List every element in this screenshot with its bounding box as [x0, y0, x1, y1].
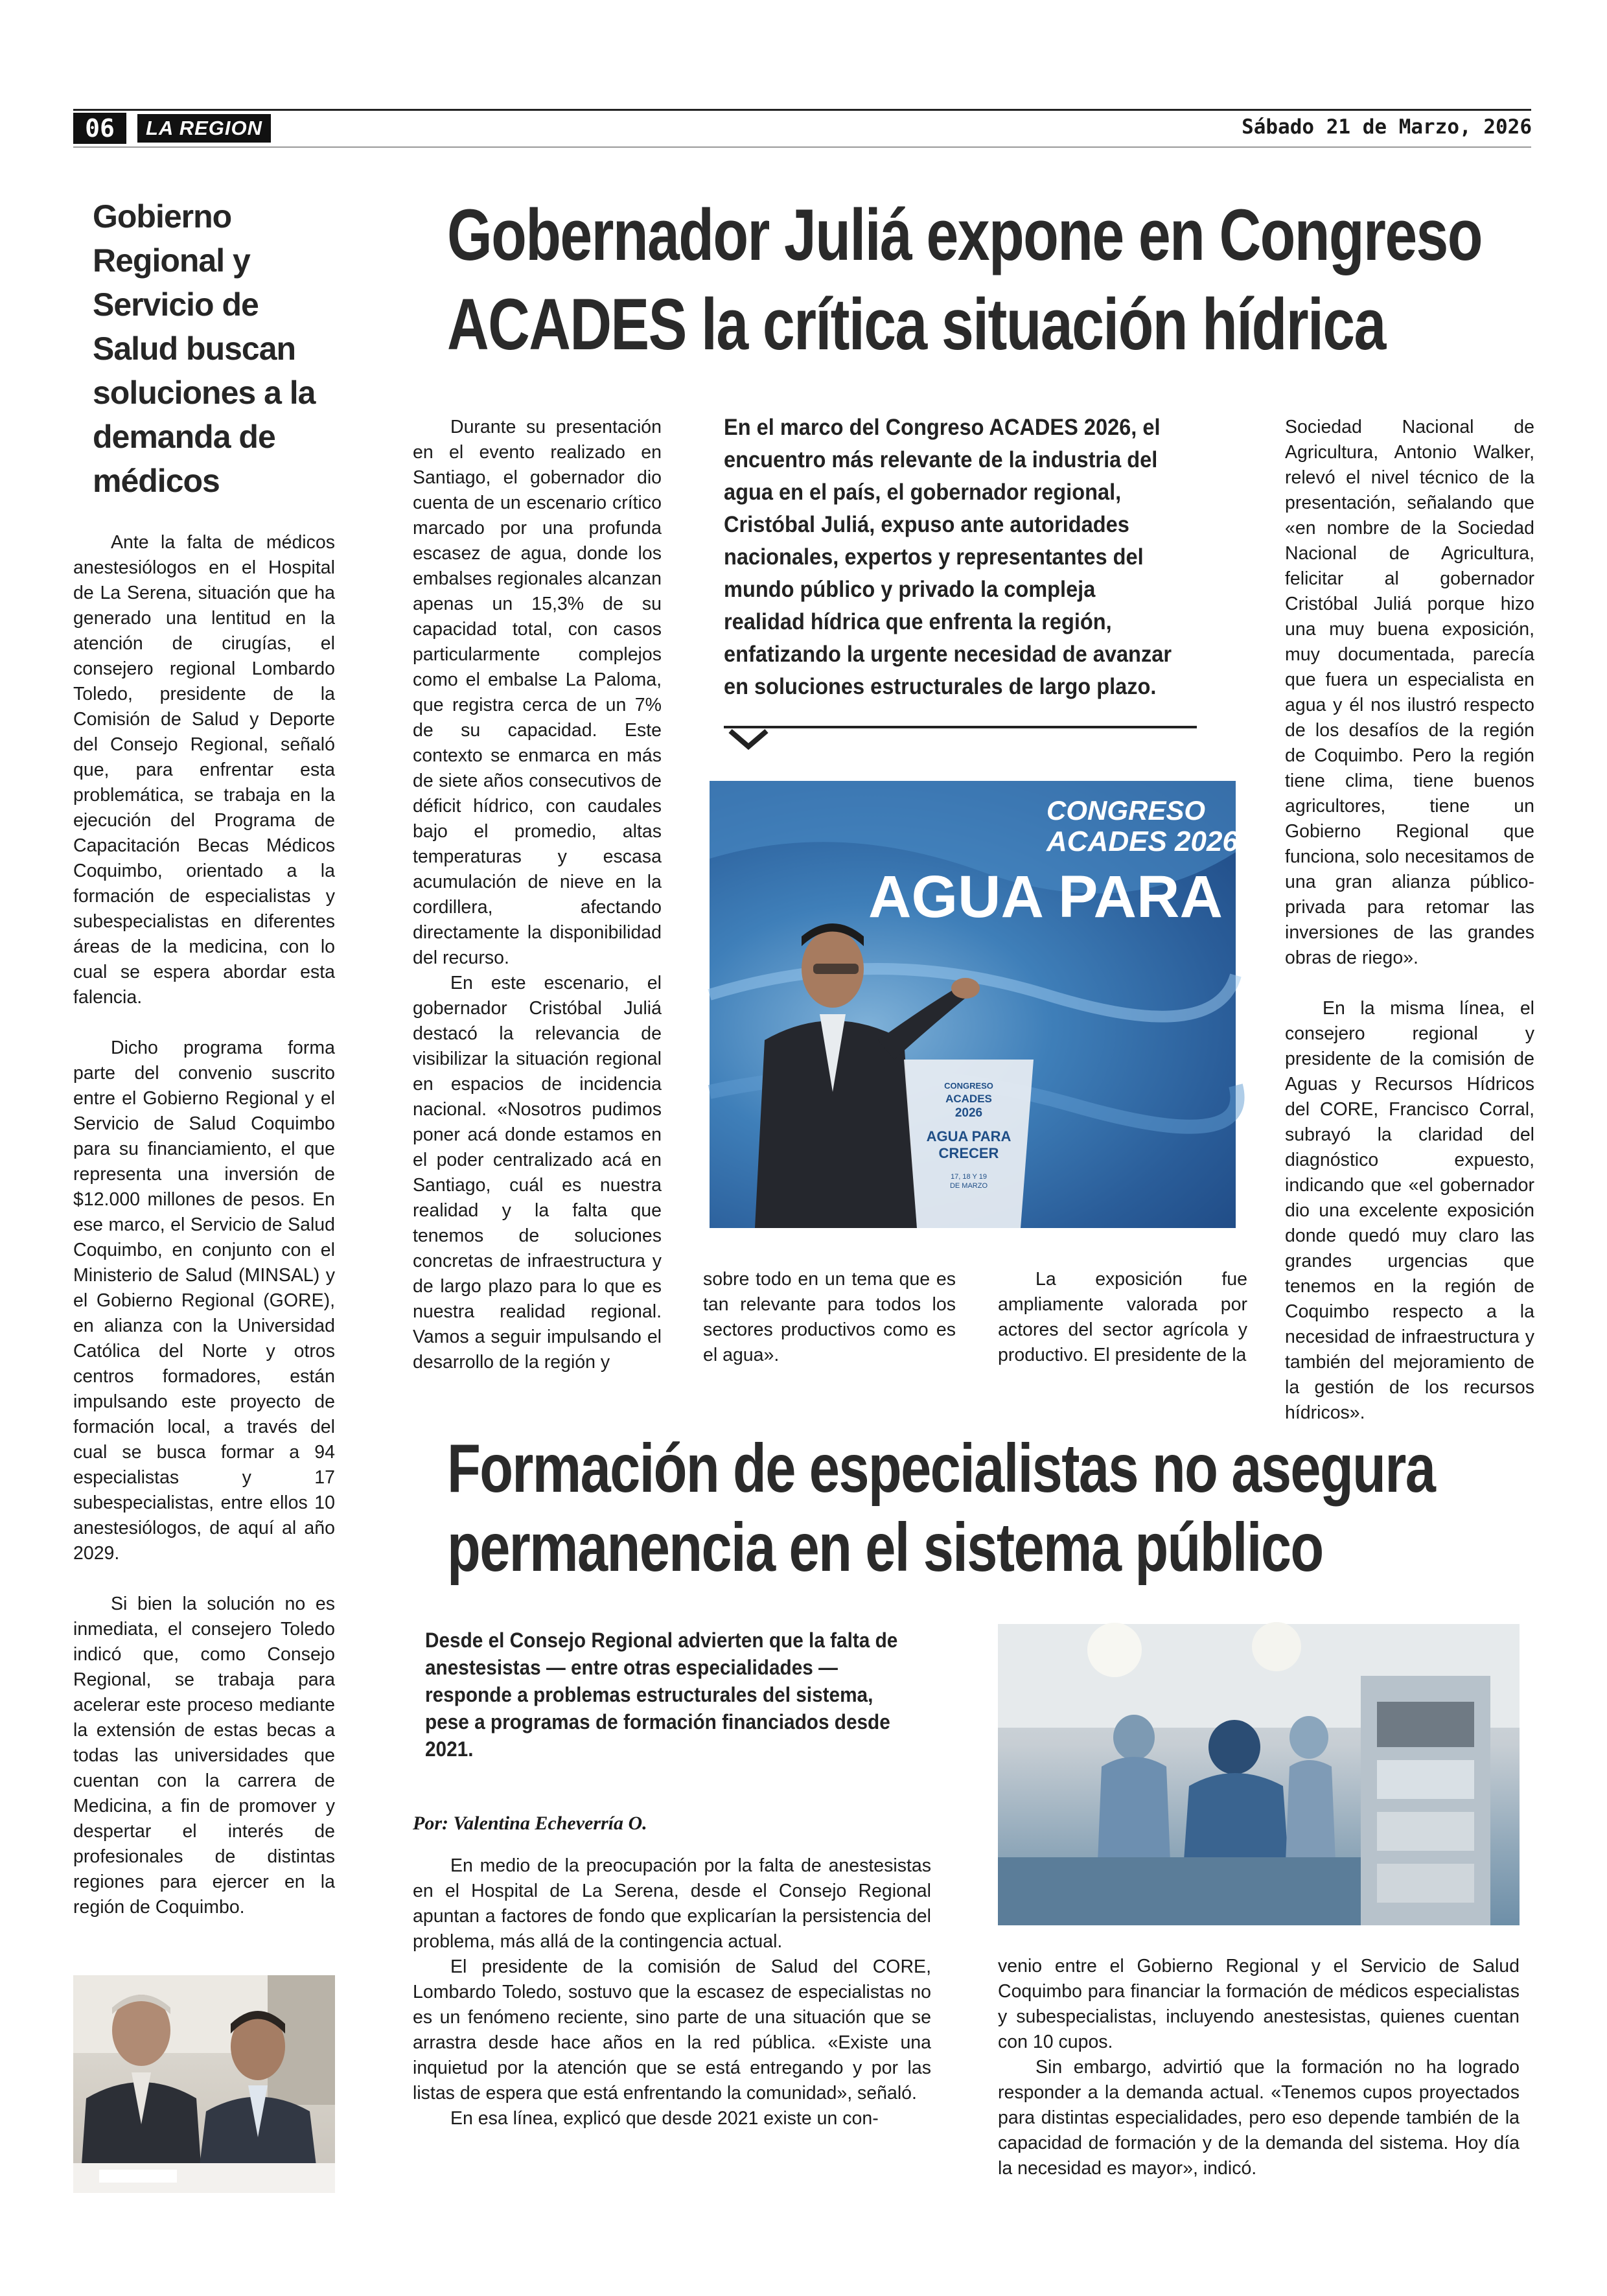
- article1-headline-line1: Gobernador Juliá expone en Congreso: [447, 194, 1482, 275]
- screen-slogan: AGUA PARA C: [868, 864, 1280, 930]
- article1-lead: En el marco del Congreso ACADES 2026, el encuentro más relevante de la industria del agua en el país, el gobernador regional, Cristóbal Juliá, expuso ante autoridades nacionales, expertos y representantes del mundo público y privado la compleja realidad hídrica que enfrenta la región, enfatizando la urgente necesidad de avanzar en soluciones estructurales de largo plazo.: [724, 415, 1172, 699]
- article1-column2: [703, 1267, 956, 1368]
- article2-headline-line1: Formación de especialistas no asegura: [447, 1430, 1435, 1507]
- page-number: 06: [73, 113, 126, 144]
- article1-headline-line2: ACADES la crítica situación hídrica: [447, 284, 1385, 365]
- article1-paragraph: Sociedad Nacional de Agricultura, Antonio Walker, relevó el nivel técnico de la presentación, señalando que «en nombre de la Sociedad Nacional de Agricultura, felicitar al gobernador Cristóbal Juliá porque hizo una muy buena exposición, muy documentada, parecía que fuera un especialista en agua y él nos ilustró respecto de los desafíos de la región de Coquimbo. Pero la región tiene clima, tiene buenos agricultores, tiene un Gobierno Regional que funciona, solo necesitamos de una gran alianza público-privada para retomar las inversiones de las grandes obras de riego».: [1285, 417, 1534, 968]
- article2-headline: [447, 1429, 1536, 1587]
- lead-divider: [724, 726, 1197, 728]
- article2-paragraph: En medio de la preocupación por la falta de anestesistas en el Hospital de La Serena, desde el Consejo Regional apuntan a factores de fondo que explicarían la persistencia del problema, más allá de la contingencia actual.: [413, 1855, 931, 1952]
- article1-column1: [413, 415, 662, 1375]
- publication-date: Sábado 21 de Marzo, 2026: [1242, 115, 1532, 139]
- podium-text: CRECER: [938, 1145, 999, 1161]
- header-rule: [73, 109, 1531, 111]
- article1-photo-governor: [710, 781, 1280, 1228]
- article1-column3: [998, 1267, 1247, 1368]
- article1-paragraph: Durante su presentación en el evento realizado en Santiago, el gobernador dio cuenta de un escenario crítico marcado por una profunda escasez de agua, donde los embalses regionales alcanzan apenas un 15,3% de su capacidad total, con casos particularmente complejos como el embalse La Paloma, que registra cerca de un 7% de su capacidad. Este contexto se enmarca en más de siete años consecutivos de déficit hídrico, con caudales bajo el promedio, altas temperaturas y escasa acumulación de nieve en la cordillera, afectando directamente la disponibilidad del recurso.: [413, 417, 662, 968]
- screen-acades: ACADES 2026: [1046, 826, 1238, 857]
- lead-divider-chevron-icon: [729, 728, 768, 749]
- podium-text: DE MARZO: [949, 1182, 988, 1190]
- sidebar-headline: Gobierno Regional y Servicio de Salud buscan soluciones a la demanda de médicos: [93, 198, 316, 499]
- article2-paragraph: Sin embargo, advirtió que la formación no ha logrado responder a la demanda actual. «Tenemos cupos proyectados para distintas especialidades, pero eso depende también de la capacidad de formación y de la demanda del sistema. Hoy día la necesidad es mayor», indicó.: [998, 2057, 1520, 2179]
- masthead-logo: LA REGION: [137, 114, 271, 143]
- podium-text: 2026: [954, 1106, 983, 1120]
- podium-text: AGUA PARA: [926, 1128, 1012, 1144]
- article1-paragraph: sobre todo en un tema que es tan relevante para todos los sectores productivos como es el agua».: [703, 1269, 956, 1365]
- sidebar-paragraph: Ante la falta de médicos anestesiólogos en el Hospital de La Serena, situación que ha generado una lentitud en la atención de cirugías, el consejero regional Lombardo Toledo, presidente de la Comisión de Salud y Deporte del Consejo Regional, señaló que, para enfrentar esta problemática, se trabaja en la ejecución del Programa de Capacitación Becas Médicos Coquimbo, orientado a la formación de especialistas y subespecialistas en diferentes áreas de la medicina, con lo cual se espera abordar esta falencia.: [73, 532, 335, 1008]
- article1-paragraph: En la misma línea, el consejero regional y presidente de la comisión de Aguas y Recursos Hídricos del CORE, Francisco Corral, subrayó la claridad del diagnóstico expuesto, indicando que «el gobernador dio una excelente exposición donde quedó muy claro las grandes urgencias que tenemos en la región de Coquimbo respecto a la necesidad de infraestructura y también del mejoramiento de la gestión de los recursos hídricos».: [1285, 998, 1534, 1423]
- podium-text: 17, 18 Y 19: [951, 1173, 987, 1181]
- sidebar-photo-councillors: [73, 1975, 335, 2193]
- article2-headline-line2: permanencia en el sistema público: [447, 1509, 1323, 1586]
- article2-column2: [998, 1954, 1520, 2181]
- sidebar-paragraph: Dicho programa forma parte del convenio suscrito entre el Gobierno Regional y el Servicio de Salud Coquimbo para su financiamiento, el que representa una inversión de $12.000 millones de pesos. En ese marco, el Servicio de Salud Coquimbo, en conjunto con el Ministerio de Salud (MINSAL) y el Gobierno Regional (GORE), en alianza con la Universidad Católica del Norte y otros centros formadores, están impulsando este proyecto de formación local, a través del cual se busca formar a 94 especialistas y 17 subespecialistas, entre ellos 10 anestesiólogos, de aquí al año 2029.: [73, 1038, 335, 1564]
- article1-column4: [1285, 415, 1534, 1426]
- article2-lead: Desde el Consejo Regional advierten que la falta de anestesistas — entre otras especialidades — responde a problemas estructurales del sistema, pese a programas de formación financiados desde 2021.: [425, 1629, 898, 1761]
- header-underline: [73, 146, 1531, 148]
- screen-congreso: CONGRESO: [1046, 795, 1206, 826]
- podium-text: ACADES: [945, 1093, 992, 1105]
- article2-byline: Por: Valentina Echeverría O.: [413, 1813, 647, 1834]
- article1-headline: [447, 191, 1536, 369]
- sidebar-paragraph: Si bien la solución no es inmediata, el consejero Toledo indicó que, como Consejo Regional, se trabaja para acelerar este proceso mediante la extensión de estas becas a todas las universidades que cuentan con la carrera de Medicina, a fin de promover y despertar el interés de profesionales de distintas regiones para ejercer en la región de Coquimbo.: [73, 1594, 335, 1918]
- article2-paragraph: En esa línea, explicó que desde 2021 existe un con-: [450, 2108, 879, 2129]
- article2-column1: [413, 1853, 931, 2131]
- article1-paragraph: En este escenario, el gobernador Cristóbal Juliá destacó la relevancia de visibilizar la situación regional en espacios de incidencia nacional. «Nosotros pudimos poner acá donde estamos en el poder centralizado acá en Santiago, cuál es nuestra realidad y la falta que tenemos de soluciones concretas de infraestructura y de largo plazo para lo que es nuestra realidad regional. Vamos a seguir impulsando el desarrollo de la región y: [413, 973, 662, 1373]
- article2-paragraph: El presidente de la comisión de Salud del CORE, Lombardo Toledo, sostuvo que la escasez de especialistas no es un fenómeno reciente, sino parte de una situación que se arrastra desde hace años en la red pública. «Existe una inquietud por la atención que se está entregando y por las listas de espera que está enfrentando la comunidad», señaló.: [413, 1956, 931, 2104]
- podium-text: CONGRESO: [944, 1081, 993, 1091]
- sidebar-body: [73, 530, 335, 1920]
- article2-photo-operating-room: [998, 1624, 1520, 1925]
- article1-paragraph: La exposición fue ampliamente valorada por actores del sector agrícola y productivo. El presidente de la: [998, 1269, 1247, 1365]
- article2-paragraph: venio entre el Gobierno Regional y el Servicio de Salud Coquimbo para financiar la formación de médicos especialistas y subespecialistas, incluyendo anestesistas, quienes cuentan con 10 cupos.: [998, 1956, 1520, 2052]
